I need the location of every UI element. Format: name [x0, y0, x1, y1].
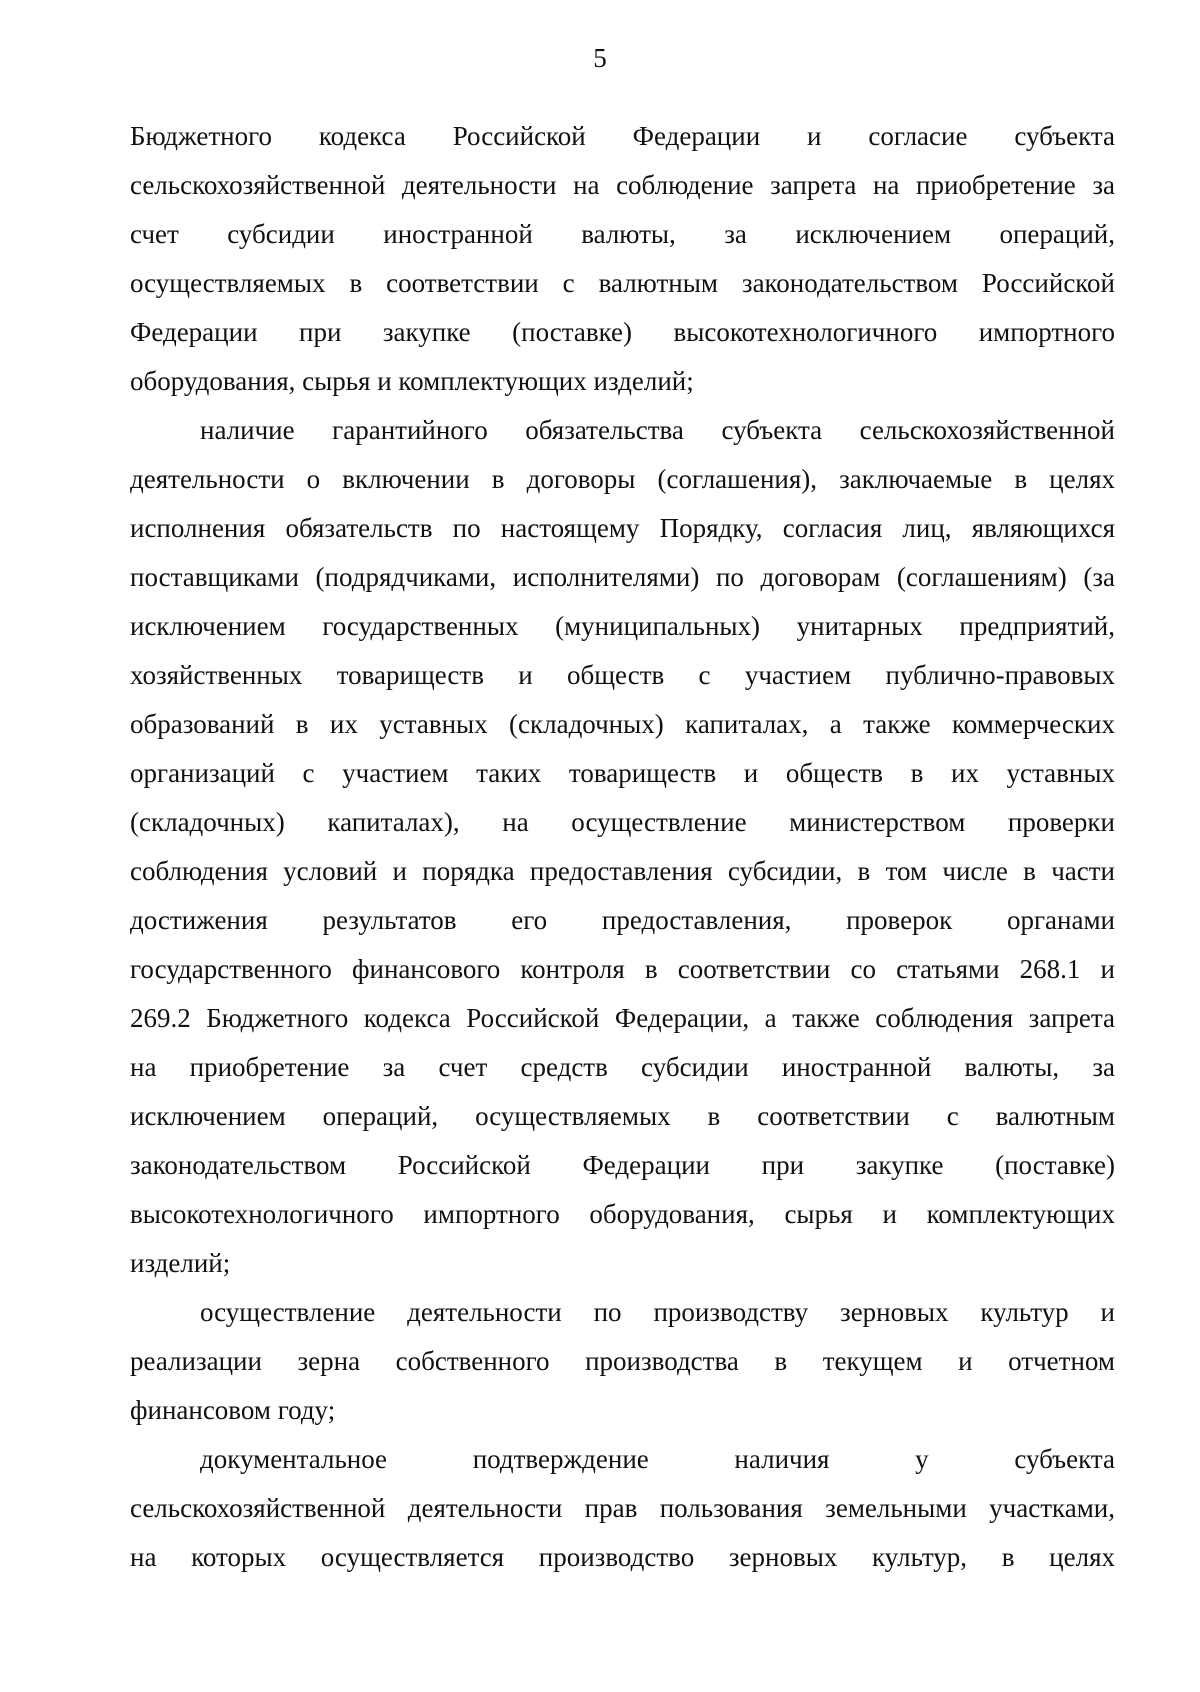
text-line: государственного финансового контроля в соответствии со статьями 268.1 и	[130, 954, 1115, 984]
text-line: сельскохозяйственной деятельности на соблюдение запрета на приобретение за	[130, 170, 1115, 200]
text-line: реализации зерна собственного производства в текущем и отчетном	[130, 1346, 1115, 1376]
text-line: Федерации при закупке (поставке) высокотехнологичного импортного	[130, 317, 1115, 347]
paragraph-2	[130, 406, 1115, 1288]
text-line: наличие гарантийного обязательства субъекта сельскохозяйственной	[200, 415, 1115, 445]
text-line: деятельности о включении в договоры (соглашения), заключаемые в целях	[130, 464, 1115, 494]
text-line: исполнения обязательств по настоящему Порядку, согласия лиц, являющихся	[130, 513, 1115, 543]
paragraph-1	[130, 112, 1115, 406]
text-line: законодательством Российской Федерации при закупке (поставке)	[130, 1150, 1115, 1180]
text-line: (складочных) капиталах), на осуществление министерством проверки	[130, 807, 1115, 837]
paragraph-3	[130, 1288, 1115, 1435]
text-line: организаций с участием таких товариществ и обществ в их уставных	[130, 758, 1115, 788]
text-line: счет субсидии иностранной валюты, за исключением операций,	[130, 219, 1115, 249]
text-line: 269.2 Бюджетного кодекса Российской Федерации, а также соблюдения запрета	[130, 1003, 1115, 1033]
document-body	[130, 112, 1115, 1582]
text-line: образований в их уставных (складочных) капиталах, а также коммерческих	[130, 709, 1115, 739]
text-line: поставщиками (подрядчиками, исполнителями) по договорам (соглашениям) (за	[130, 562, 1115, 592]
text-line: Бюджетного кодекса Российской Федерации и согласие субъекта	[130, 121, 1115, 151]
text-line: осуществляемых в соответствии с валютным законодательством Российской	[130, 268, 1115, 298]
text-line: финансовом году;	[130, 1395, 336, 1425]
text-line: исключением операций, осуществляемых в соответствии с валютным	[130, 1101, 1115, 1131]
text-line: высокотехнологичного импортного оборудования, сырья и комплектующих	[130, 1199, 1115, 1229]
text-line: сельскохозяйственной деятельности прав пользования земельными участками,	[130, 1493, 1115, 1523]
text-line: документальное подтверждение наличия у субъекта	[200, 1444, 1115, 1474]
text-line: оборудования, сырья и комплектующих изделий;	[130, 366, 694, 396]
text-line: осуществление деятельности по производству зерновых культур и	[200, 1297, 1115, 1327]
text-line: исключением государственных (муниципальных) унитарных предприятий,	[130, 611, 1115, 641]
text-line: на приобретение за счет средств субсидии иностранной валюты, за	[130, 1052, 1115, 1082]
text-line: на которых осуществляется производство зерновых культур, в целях	[130, 1542, 1115, 1572]
paragraph-4	[130, 1435, 1115, 1582]
text-line: хозяйственных товариществ и обществ с участием публично-правовых	[130, 660, 1115, 690]
text-line: соблюдения условий и порядка предоставления субсидии, в том числе в части	[130, 856, 1115, 886]
text-line: достижения результатов его предоставления, проверок органами	[130, 905, 1115, 935]
page-number: 5	[593, 43, 607, 73]
text-line: изделий;	[130, 1248, 231, 1278]
